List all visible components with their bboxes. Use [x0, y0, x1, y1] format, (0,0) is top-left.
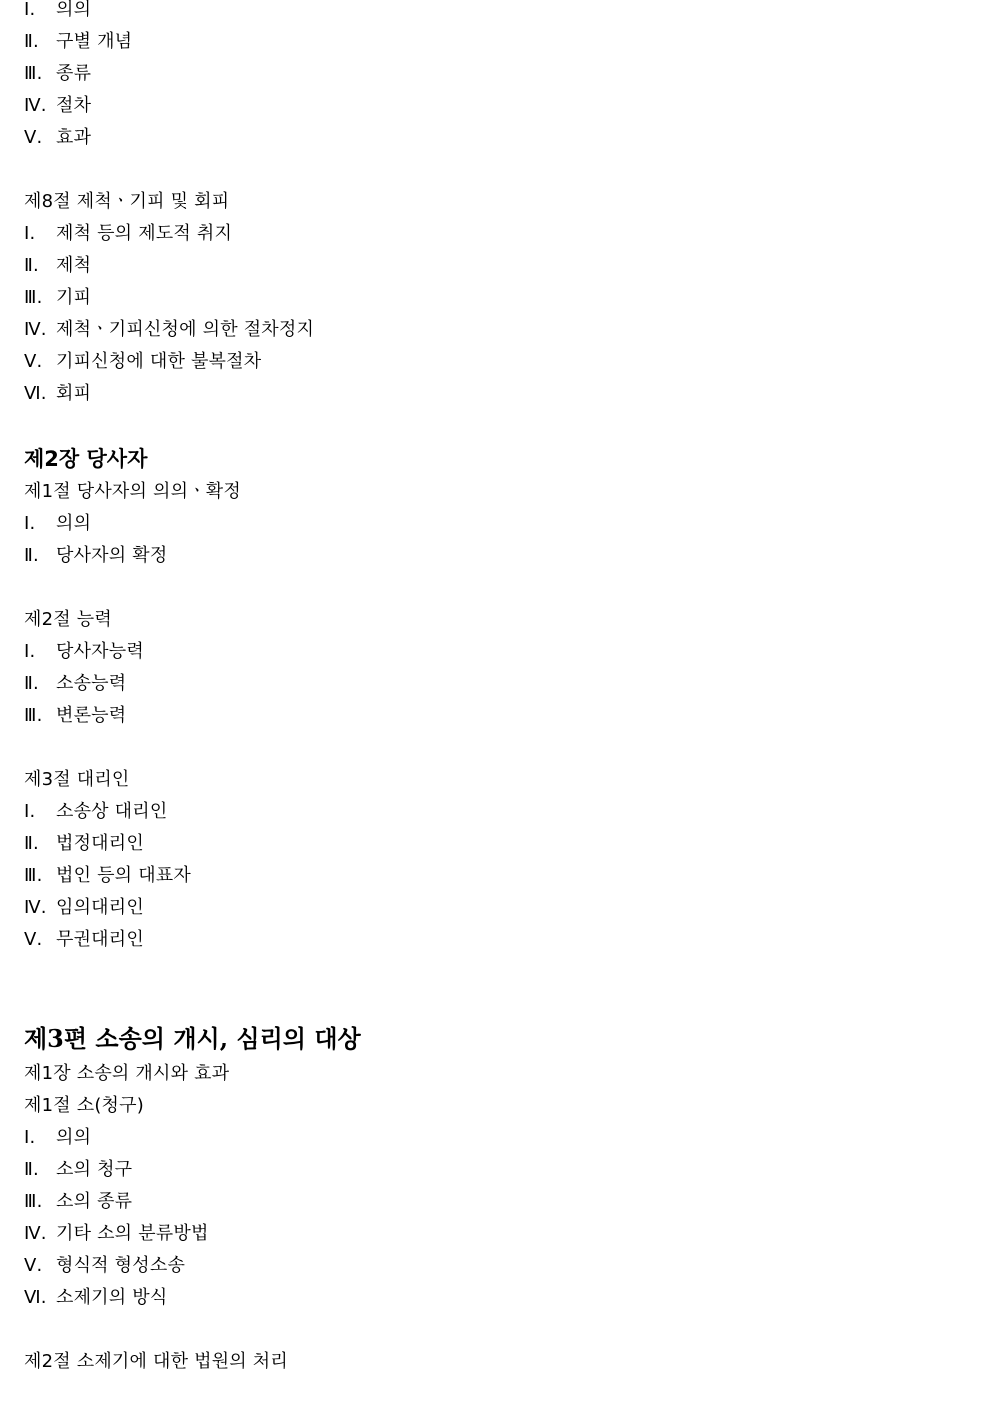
- item-title: 소송상 대리인: [56, 801, 168, 822]
- item-title: 임의대리인: [56, 897, 144, 918]
- section-heading: 제8절 제척ㆍ기피 및 회피: [24, 191, 230, 212]
- item-title: 소송능력: [56, 673, 127, 694]
- item-title: 기피: [56, 287, 92, 308]
- outline-item: [24, 250, 964, 282]
- item-title: 형식적 형성소송: [56, 1255, 186, 1276]
- outline-item: [24, 860, 964, 892]
- part-heading: 제3편 소송의 개시, 심리의 대상: [24, 1024, 361, 1053]
- item-title: 당사자의 확정: [56, 545, 168, 566]
- item-numeral: Ⅴ.: [24, 351, 43, 372]
- item-title: 의의: [56, 1127, 92, 1148]
- outline-item: [24, 1154, 964, 1186]
- outline-item: [24, 0, 964, 26]
- item-numeral: Ⅳ.: [24, 897, 47, 918]
- outline-item: [24, 346, 964, 378]
- item-numeral: Ⅴ.: [24, 127, 43, 148]
- outline-item: [24, 1122, 964, 1154]
- item-numeral: Ⅱ.: [24, 1159, 39, 1180]
- item-title: 의의: [56, 513, 92, 534]
- outline-item: [24, 218, 964, 250]
- spacer: [24, 956, 964, 1020]
- item-title: 제척 등의 제도적 취지: [56, 223, 233, 244]
- outline-item: [24, 378, 964, 410]
- item-title: 제척: [56, 255, 92, 276]
- chapter-heading: 제2장 당사자: [24, 447, 148, 471]
- outline-item: [24, 26, 964, 58]
- outline-item: [24, 314, 964, 346]
- outline-item: [24, 828, 964, 860]
- outline-item: [24, 636, 964, 668]
- outline-item: [24, 282, 964, 314]
- item-numeral: Ⅱ.: [24, 673, 39, 694]
- outline-item: [24, 90, 964, 122]
- outline-item: [24, 892, 964, 924]
- item-numeral: Ⅱ.: [24, 255, 39, 276]
- item-numeral: Ⅵ.: [24, 383, 47, 404]
- section-heading: 제2절 소제기에 대한 법원의 처리: [24, 1351, 288, 1372]
- item-title: 의의: [56, 0, 92, 20]
- item-title: 효과: [56, 127, 92, 148]
- item-numeral: Ⅳ.: [24, 95, 47, 116]
- outline-item: [24, 668, 964, 700]
- item-numeral: Ⅴ.: [24, 1255, 43, 1276]
- item-title: 법인 등의 대표자: [56, 865, 191, 886]
- item-numeral: Ⅰ.: [24, 641, 36, 662]
- item-numeral: Ⅰ.: [24, 223, 36, 244]
- outline-item: [24, 540, 964, 572]
- item-title: 변론능력: [56, 705, 127, 726]
- item-title: 제척ㆍ기피신청에 의한 절차정지: [56, 319, 315, 340]
- outline-item: [24, 508, 964, 540]
- item-title: 구별 개념: [56, 31, 133, 52]
- item-title: 무권대리인: [56, 929, 144, 950]
- spacer: [24, 410, 964, 442]
- item-title: 소의 청구: [56, 1159, 133, 1180]
- section-heading: 제3절 대리인: [24, 769, 130, 790]
- section-heading: 제2절 능력: [24, 609, 112, 630]
- item-title: 절차: [56, 95, 92, 116]
- item-title: 기타 소의 분류방법: [56, 1223, 209, 1244]
- item-numeral: Ⅲ.: [24, 1191, 43, 1212]
- outline-item: [24, 1250, 964, 1282]
- item-numeral: Ⅰ.: [24, 801, 36, 822]
- item-numeral: Ⅲ.: [24, 865, 43, 886]
- item-title: 기피신청에 대한 불복절차: [56, 351, 262, 372]
- spacer: [24, 572, 964, 604]
- section-heading: 제1절 당사자의 의의ㆍ확정: [24, 481, 241, 502]
- section-heading: 제1절 소(청구): [24, 1095, 144, 1116]
- item-title: 법정대리인: [56, 833, 144, 854]
- outline-item: [24, 1186, 964, 1218]
- item-numeral: Ⅳ.: [24, 1223, 47, 1244]
- item-numeral: Ⅵ.: [24, 1287, 47, 1308]
- outline-item: [24, 1282, 964, 1314]
- item-title: 소제기의 방식: [56, 1287, 168, 1308]
- spacer: [24, 154, 964, 186]
- item-numeral: Ⅰ.: [24, 513, 36, 534]
- spacer: [24, 1314, 964, 1346]
- item-numeral: Ⅱ.: [24, 31, 39, 52]
- outline-item: [24, 796, 964, 828]
- spacer: [24, 732, 964, 764]
- outline-item: [24, 58, 964, 90]
- outline-item: [24, 924, 964, 956]
- outline-item: [24, 700, 964, 732]
- item-numeral: Ⅲ.: [24, 63, 43, 84]
- item-title: 소의 종류: [56, 1191, 133, 1212]
- item-numeral: Ⅱ.: [24, 545, 39, 566]
- item-title: 회피: [56, 383, 92, 404]
- item-numeral: Ⅳ.: [24, 319, 47, 340]
- item-numeral: Ⅰ.: [24, 1127, 36, 1148]
- item-title: 당사자능력: [56, 641, 144, 662]
- item-numeral: Ⅴ.: [24, 929, 43, 950]
- item-numeral: Ⅰ.: [24, 0, 36, 20]
- outline-item: [24, 1218, 964, 1250]
- outline-document: [24, 0, 964, 1378]
- item-title: 종류: [56, 63, 92, 84]
- outline-item: [24, 122, 964, 154]
- item-numeral: Ⅱ.: [24, 833, 39, 854]
- section-heading: 제1장 소송의 개시와 효과: [24, 1063, 230, 1084]
- item-numeral: Ⅲ.: [24, 705, 43, 726]
- item-numeral: Ⅲ.: [24, 287, 43, 308]
